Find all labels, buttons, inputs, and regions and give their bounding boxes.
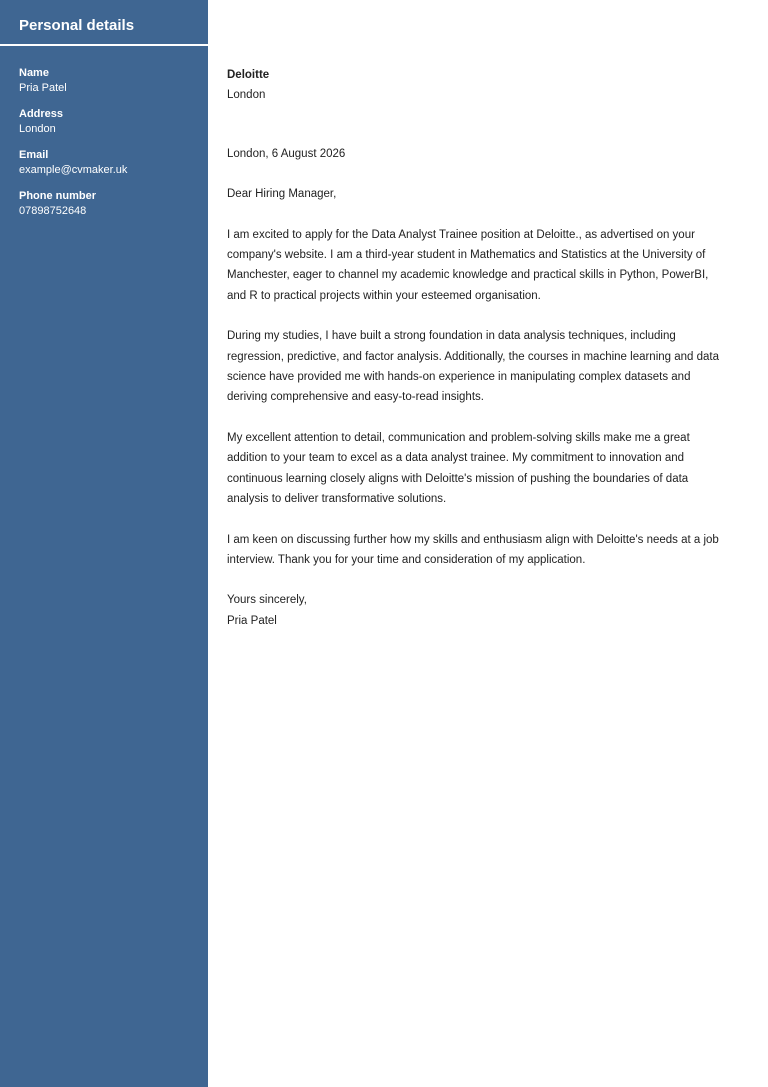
detail-label-name: Name [19,67,49,79]
letter-paragraph: During my studies, I have built a strong foundation in data analysis techniques, including regression, predictive, and factor analysis. Additionally, the courses in machine learning and data science have provided me with hands-on experience in manipulating complex datasets and deriving comprehensive and easy-to-read insights. [227,330,720,404]
detail-label-address: Address [19,108,64,120]
letter-paragraph: My excellent attention to detail, communication and problem-solving skills make me a great addition to your team to excel as a data analyst trainee. My commitment to innovation and continuous learning closely aligns with Deloitte's mission of pushing the boundaries of data analysis to deliver transformative solutions. [227,431,690,506]
detail-address [19,107,189,138]
detail-label-email: Email [19,149,49,161]
detail-name [19,66,189,97]
detail-label-phone: Phone number [19,190,97,202]
closing-block [227,590,727,631]
sidebar-heading: Personal details [0,0,208,46]
detail-value-phone: 07898752648 [19,205,87,217]
detail-email [19,148,189,179]
recipient-block [227,0,727,106]
cover-letter-body [227,0,727,631]
recipient-company: Deloitte [227,69,270,81]
detail-value-address: London [19,123,56,135]
detail-value-name: Pria Patel [19,82,67,94]
recipient-location: London [227,89,266,102]
personal-details-list [0,46,208,220]
closing-phrase: Yours sincerely, [227,594,307,607]
detail-phone [19,189,189,220]
personal-details-sidebar [0,0,208,1087]
letter-paragraph: I am excited to apply for the Data Analyst Trainee position at Deloitte., as advertised on your company's website. I am a third-year student in Mathematics and Statistics at the University of Manchester, eager to channel my academic knowledge and practical skills in Python, PowerBI, and R to practical projects within your esteemed organisation. [227,228,709,302]
detail-value-email: example@cvmaker.uk [19,164,128,176]
salutation: Dear Hiring Manager, [227,188,337,201]
letter-date: London, 6 August 2026 [227,147,346,160]
letter-paragraph: I am keen on discussing further how my skills and enthusiasm align with Deloitte's needs at a job interview. Thank you for your time and consideration of my application. [227,533,719,566]
signature-name: Pria Patel [227,614,277,627]
